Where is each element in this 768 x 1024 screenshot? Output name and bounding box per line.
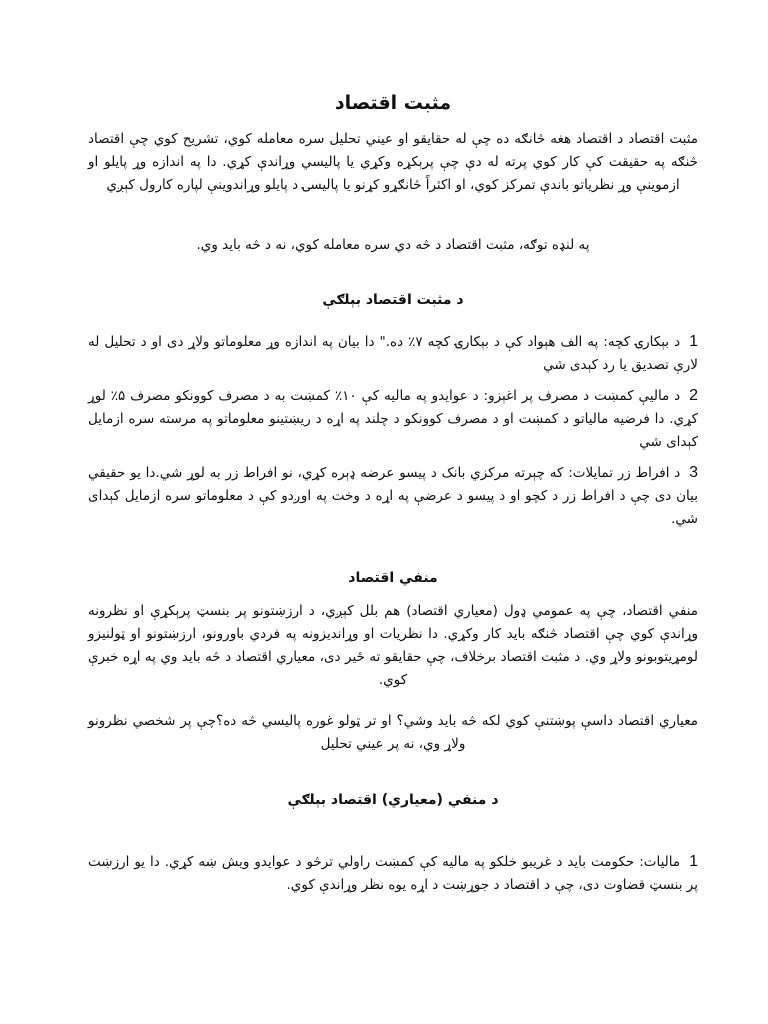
positive-example-item [88,330,698,377]
item-number: 3 [689,464,699,481]
item-number: 1 [689,333,699,350]
negative-example-item [88,850,698,897]
intro-paragraph: مثبت اقتصاد د اقتصاد هغه څانګه ده چې له حقایقو او عیني تحلیل سره معامله کوي، تشریح کوي چې اقتصاد څنګه په حقیقت کې کار کوي پرته له دې چې پرېکړه وکړي یا پالیسي وړاندې کړي. دا په اندازه وړ پایلو او ازموینې وړ نظریاتو باندې تمرکز کوي، او اکثراً څانګړو کړنو یا پالیسۍ د پایلو وړاندوینې لپاره کارول کېږي [88,131,698,193]
document-title: مثبت اقتصاد [334,92,452,114]
positive-example-item [88,384,698,454]
item-text: د مالیې کمښت د مصرف پر اغېزو: د عوایدو په مالیه کې ۱۰٪ کمښت به د مصرف کوونکو مصرف ۵٪ لوړ کړي. دا فرضیه مالیاتو د کمښت او د مصرف کوونکو د چلند په اړه د ریښتینو معلوماتو په مرسته سره ازمایل کېدای شي [88,388,698,450]
positive-example-item [88,461,698,531]
positive-examples-heading: د مثبت اقتصاد بېلګې [322,292,464,308]
intro-summary: په لنډه توګه، مثبت اقتصاد د څه دي سره معامله کوي، نه د څه باید وي. [196,237,590,253]
item-text: د افراط زر تمایلات: که چېرته مرکزي بانک د پیسو عرضه ډېره کړي، نو افراط زر به لوړ شي.دا یو حقیقي بیان دی چې د افراط زر د کچو او د پیسو د عرضې په اړه د وخت په اوږدو کې د معلوماتو سره ازمایل کېدای شي. [88,465,698,527]
negative-examples-heading: د منفي (معیاري) اقتصاد بېلګې [287,792,499,808]
negative-economics-heading: منفي اقتصاد [348,570,438,586]
negative-economics-question: معیاري اقتصاد داسې پوښتنې کوي لکه څه باید وشي؟ او تر ټولو غوره پالیسي څه ده؟چې پر شخصي نظرونو ولاړ وي، نه پر عیني تحلیل [88,713,698,752]
document-page [88,0,698,1024]
item-text: د بېکارۍ کچه: په الف هېواد کې د بېکارۍ کچه ۷٪ ده." دا بیان په اندازه وړ معلوماتو ولاړ دی او د تحلیل له لارې تصدیق یا رد کېدی شي [88,334,698,373]
negative-economics-paragraph: منفي اقتصاد، چې په عمومي ډول (معیاري اقتصاد) هم بلل کېږي، د ارزښتونو پر بنسټ پرېکړې او نظرونه وړاندې کوي چې اقتصاد څنګه باید کار وکړي. دا نظریات او وړاندیزونه په فردي باورونو، ارزښتونو او ټولنیزو لومړیتوبونو ولاړ وي. د مثبت اقتصاد برخلاف، چې حقایقو ته ځیر دی، معیاري اقتصاد د څه باید وي په اړه خبرې کوي. [88,603,698,688]
item-text: مالیات: حکومت باید د غریبو خلکو په مالیه کې کمښت راولي ترڅو د عوایدو ویش ښه کړي. دا یو ارزښت پر بنسټ قضاوت دی، چې د اقتصاد د جوړښت د اړه یوه نظر وړاندې کوي. [88,854,698,893]
item-number: 1 [689,853,698,870]
item-number: 2 [689,387,698,404]
